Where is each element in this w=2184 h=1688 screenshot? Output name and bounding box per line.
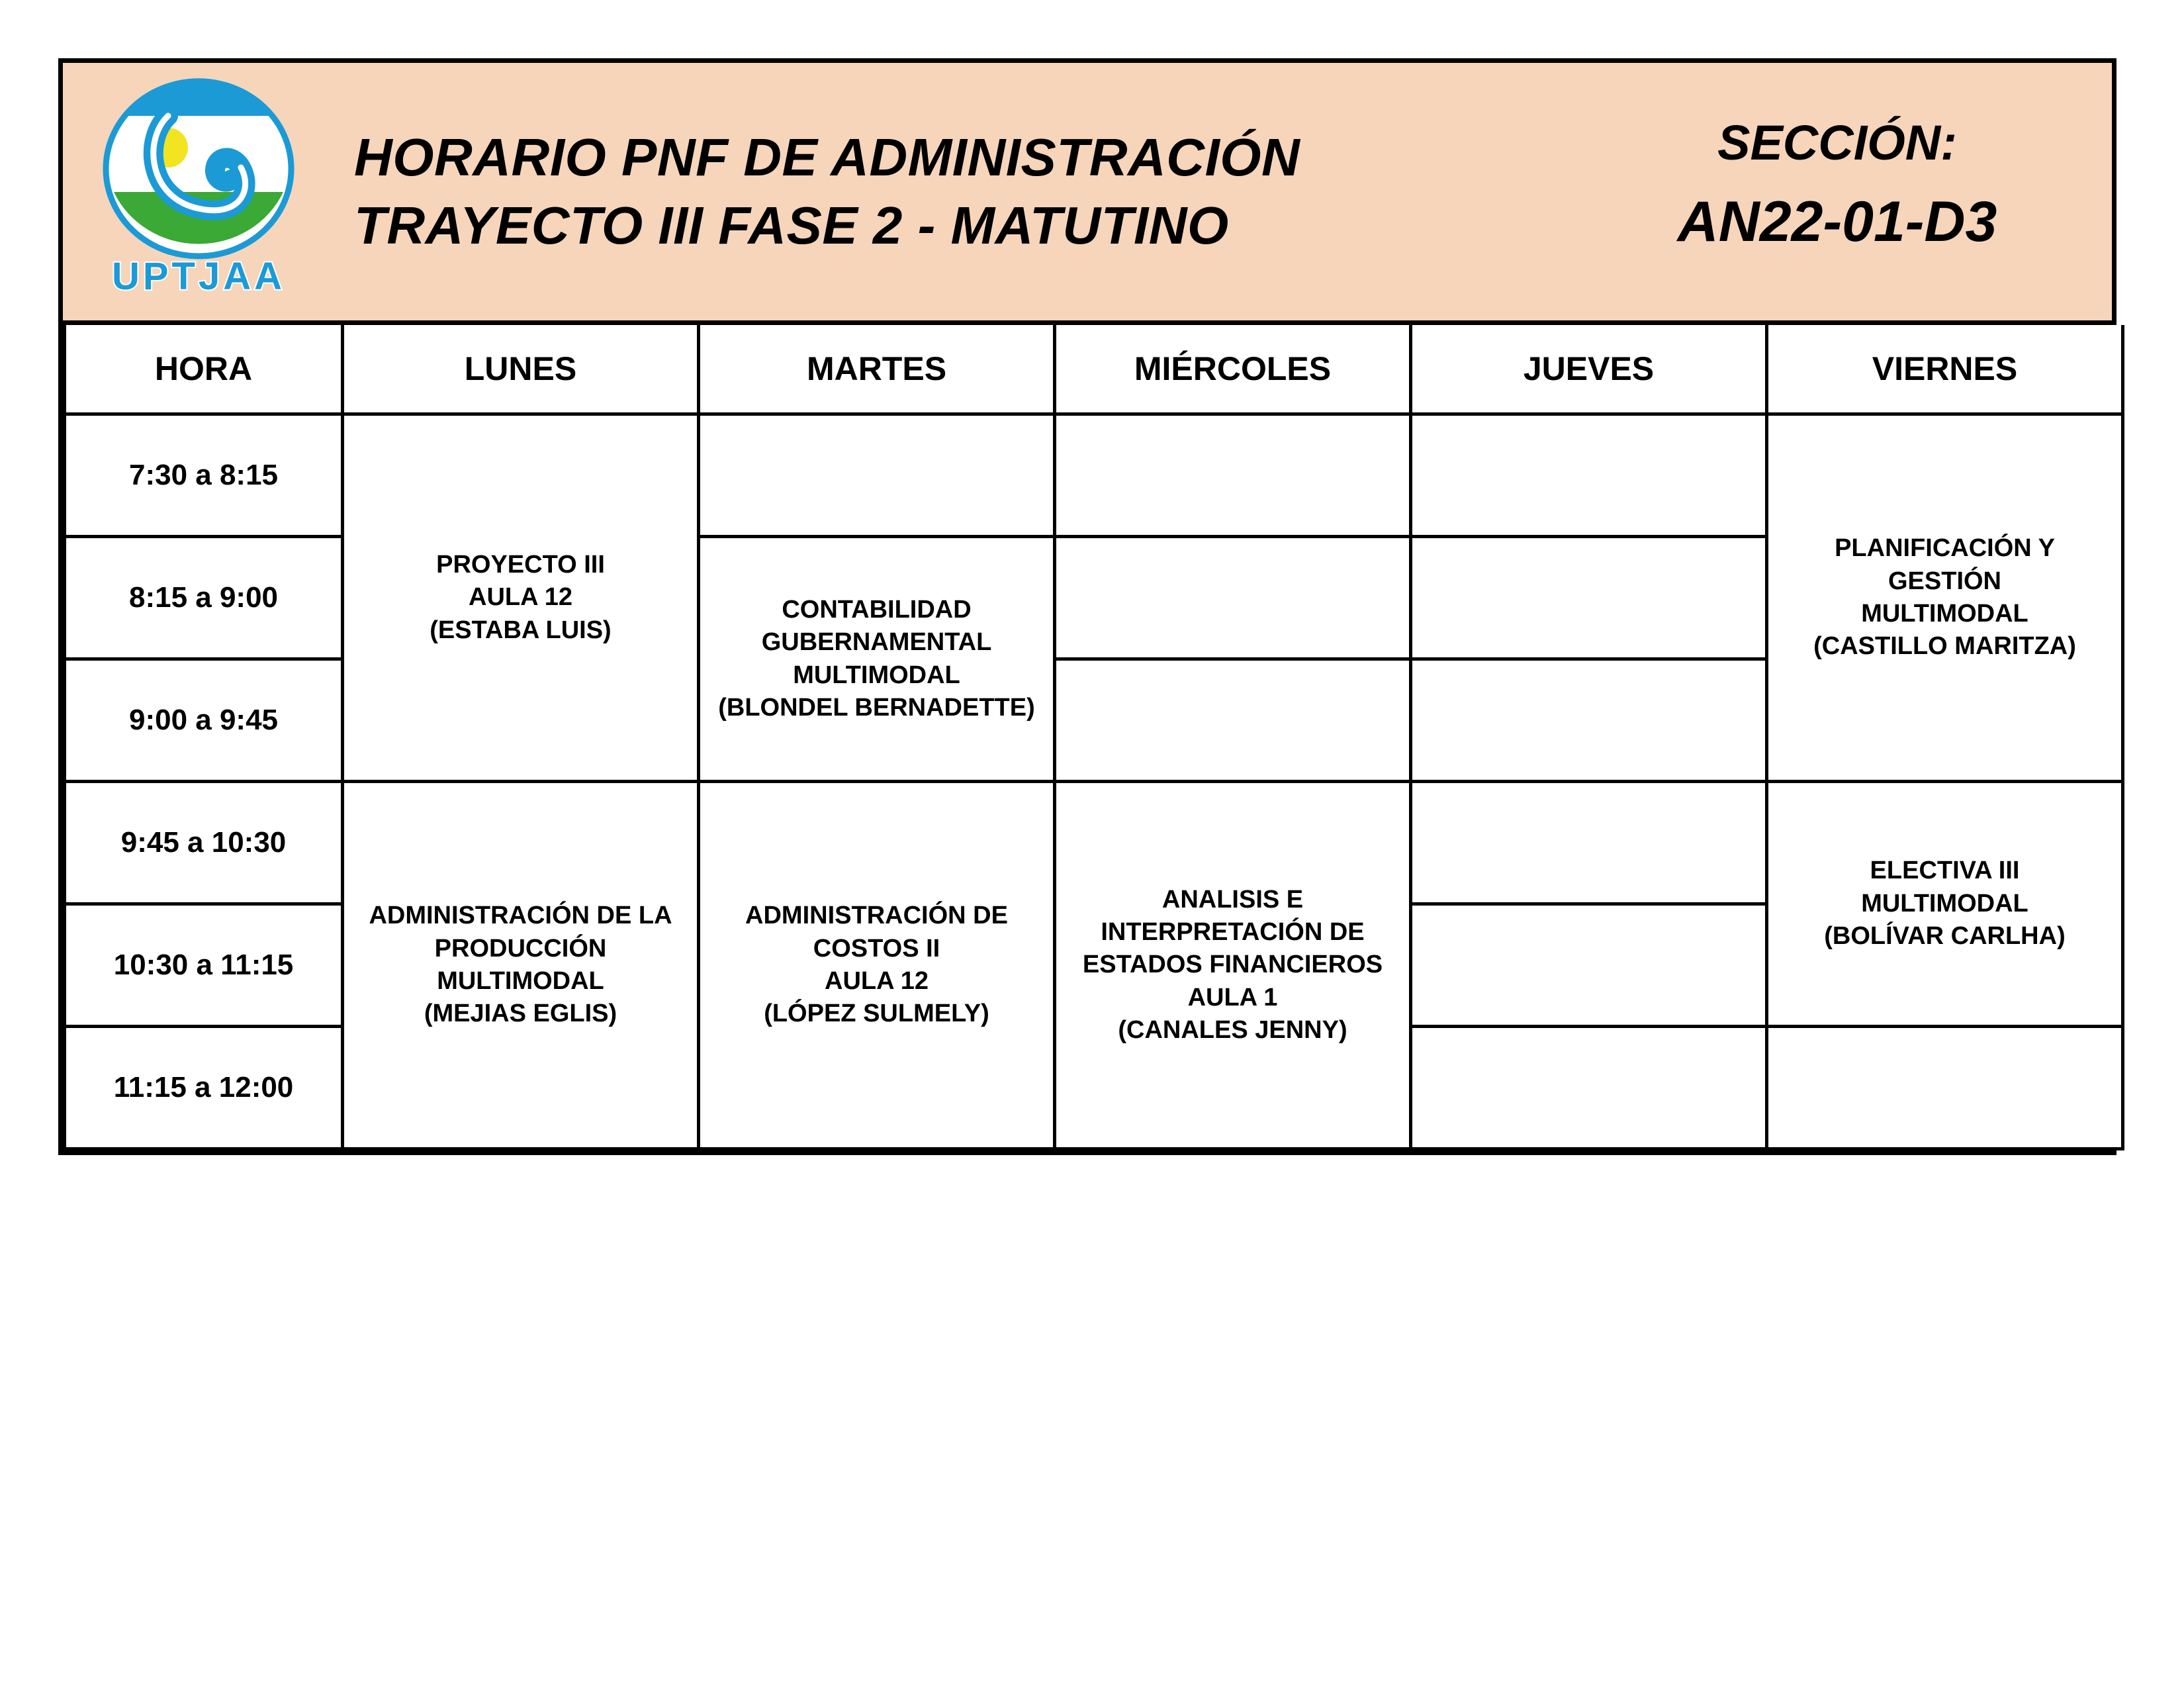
class-line: (CASTILLO MARITZA) [1813, 632, 2076, 661]
hour-cell-3: 9:00 a 9:45 [65, 659, 343, 782]
empty-cell-miercoles-3 [1055, 659, 1411, 782]
column-header-viernes: VIERNES [1767, 325, 2123, 414]
schedule-table [63, 325, 2124, 1150]
class-line: (MEJIAS EGLIS) [424, 1000, 617, 1028]
class-line: (BOLÍVAR CARLHA) [1824, 922, 2066, 951]
class-line: (CANALES JENNY) [1118, 1016, 1347, 1045]
class-administracion-costos [699, 782, 1055, 1149]
class-line: ELECTIVA III [1870, 857, 2020, 885]
class-line: ADMINISTRACIÓN DE [745, 902, 1008, 930]
class-line: MULTIMODAL [1861, 889, 2028, 917]
class-line: AULA 12 [469, 583, 572, 612]
hour-cell-5: 10:30 a 11:15 [65, 904, 343, 1027]
section-container [1563, 63, 2112, 320]
class-line: MULTIMODAL [437, 967, 604, 995]
column-header-martes: MARTES [699, 325, 1055, 414]
class-line: (ESTABA LUIS) [430, 616, 612, 644]
hour-cell-4: 9:45 a 10:30 [65, 782, 343, 904]
hour-cell-6: 11:15 a 12:00 [65, 1027, 343, 1149]
class-line: MULTIMODAL [1861, 600, 2028, 628]
class-line: PLANIFICACIÓN Y [1835, 534, 2055, 563]
empty-cell-viernes-6 [1767, 1027, 2123, 1149]
class-line: GUBERNAMENTAL [761, 628, 992, 657]
class-line: AULA 1 [1187, 983, 1278, 1011]
empty-cell-jueves-2 [1411, 537, 1767, 659]
class-line: AULA 12 [825, 967, 929, 995]
table-row [65, 782, 2123, 904]
section-value: AN22-01-D3 [1677, 189, 1997, 254]
empty-cell-jueves-3 [1411, 659, 1767, 782]
class-electiva-iii [1767, 782, 2123, 1027]
hour-cell-1: 7:30 a 8:15 [65, 414, 343, 537]
class-line: GESTIÓN [1888, 567, 2002, 595]
class-line: COSTOS II [813, 934, 940, 962]
title-line-1: HORARIO PNF DE ADMINISTRACIÓN [354, 128, 1300, 187]
section-label: SECCIÓN: [1717, 115, 1957, 171]
class-proyecto-iii [343, 414, 699, 782]
empty-cell-jueves-5 [1411, 904, 1767, 1027]
empty-cell-jueves-6 [1411, 1027, 1767, 1149]
empty-cell-miercoles-2 [1055, 537, 1411, 659]
uptjaa-logo-icon [99, 76, 298, 308]
table-row [65, 414, 2123, 537]
logo-wordmark: UPTJAA [111, 254, 286, 298]
class-line: PRODUCCIÓN [434, 934, 607, 962]
empty-cell-martes-1 [699, 414, 1055, 537]
empty-cell-miercoles-1 [1055, 414, 1411, 537]
empty-cell-jueves-4 [1411, 782, 1767, 904]
class-line: ADMINISTRACIÓN DE LA [369, 902, 672, 930]
empty-cell-jueves-1 [1411, 414, 1767, 537]
class-contabilidad-gubernamental [699, 537, 1055, 782]
class-line: ANALISIS E [1161, 885, 1304, 914]
column-header-miercoles: MIÉRCOLES [1055, 325, 1411, 414]
header-band [63, 63, 2112, 325]
class-line: ESTADOS FINANCIEROS [1082, 951, 1383, 979]
logo-container [63, 63, 334, 320]
column-header-hora: HORA [65, 325, 343, 414]
class-administracion-produccion [343, 782, 699, 1149]
hour-cell-2: 8:15 a 9:00 [65, 537, 343, 659]
column-header-lunes: LUNES [343, 325, 699, 414]
schedule-sheet [58, 58, 2116, 1155]
class-line: (BLONDEL BERNADETTE) [718, 693, 1035, 722]
class-analisis-estados-financieros [1055, 782, 1411, 1149]
class-line: (LÓPEZ SULMELY) [764, 1000, 989, 1028]
title-container [334, 63, 1563, 320]
class-line: PROYECTO III [436, 550, 605, 579]
column-header-jueves: JUEVES [1411, 325, 1767, 414]
class-line: INTERPRETACIÓN DE [1101, 917, 1365, 946]
class-line: CONTABILIDAD [782, 595, 972, 624]
class-planificacion-gestion [1767, 414, 2123, 782]
uptjaa-logo [99, 76, 298, 308]
title-line-2: TRAYECTO III FASE 2 - MATUTINO [354, 195, 1229, 255]
class-line: MULTIMODAL [793, 661, 960, 689]
table-header-row [65, 325, 2123, 414]
